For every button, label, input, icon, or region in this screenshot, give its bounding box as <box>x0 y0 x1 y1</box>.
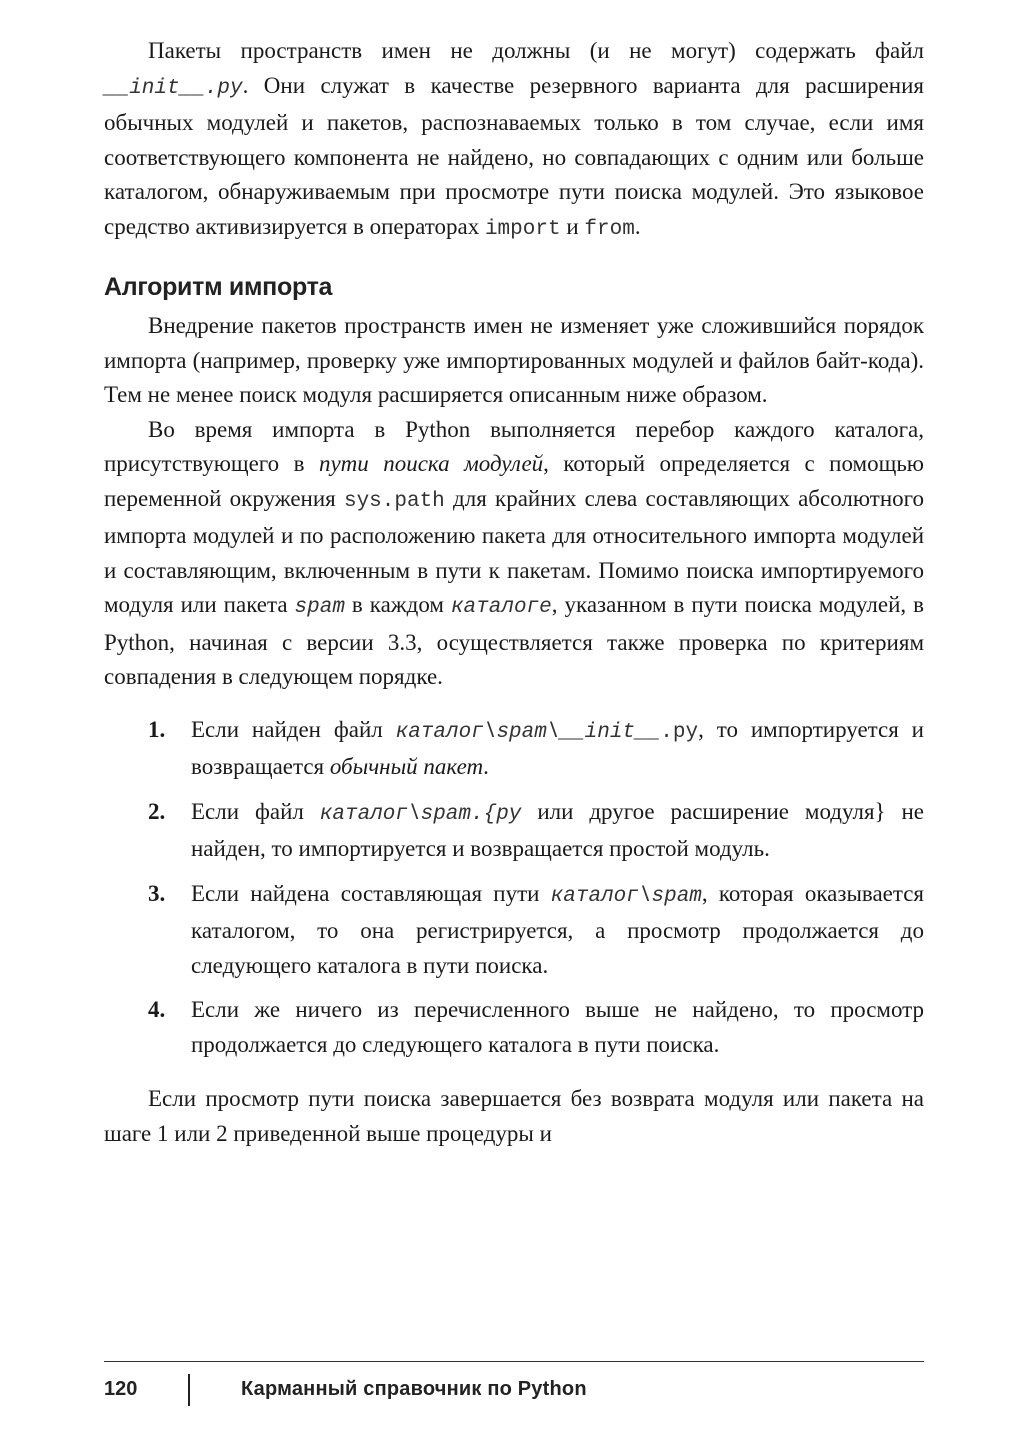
code-spam: spam <box>294 596 345 619</box>
code-path: каталог\spam <box>550 884 702 908</box>
page-body <box>104 34 924 1151</box>
paragraph-import-order: Внедрение пакетов пространств имен не изменяет уже сложившийся порядок импорта (например, проверку уже импортированных модулей и файлов байт-кода). Тем не менее поиск модуля расширяется описанным ниже образом. <box>104 313 924 407</box>
code-from-keyword: from <box>584 217 635 241</box>
paragraph-namespace-packages <box>104 34 924 247</box>
code-path: каталог\spam\__init__ <box>395 720 661 744</box>
list-item <box>104 795 924 867</box>
text-run: Во время импорта в Python выполняется перебор каждого каталога, присутствующего в <box>104 416 924 476</box>
section-heading: Алгоритм импорта <box>104 273 333 301</box>
text-run: , то импортируется и возвращается <box>191 716 924 779</box>
list-item <box>104 877 924 984</box>
page-footer <box>104 1374 924 1408</box>
code-sys-path: sys.path <box>343 489 445 513</box>
paragraph-search-end: Если просмотр пути поиска завершается без возврата модуля или пакета на шаге 1 или 2 приведенной выше процедуры и <box>104 1086 924 1146</box>
list-number: 2. <box>148 798 166 824</box>
emphasis-module-search-path: пути поиска модулей <box>318 451 544 476</box>
text-run: Если же ничего из перечисленного выше не найдено, то просмотр продолжается до следующего каталога в пути поиска. <box>191 997 924 1057</box>
list-item <box>104 713 924 785</box>
code-import-keyword: import <box>484 217 561 241</box>
text-run: в каждом <box>344 592 451 617</box>
text-run: . Они служат в качестве резервного варианта для расширения обычных модулей и пакетов, распознаваемых только в том случае, если имя соответствующего компонента не найдено, но совпадающих с одним или больше каталогом, обнаруживаемым при просмотре пути поиска модулей. Это языковое средство активизируется в операторах <box>104 72 924 239</box>
list-number: 4. <box>148 997 166 1022</box>
text-run: для крайних слева составляющих абсолютного импорта модулей и по расположению пакета для относительного импорта модулей и составляющим, включенным в пути к пакетам. Помимо поиска импортируемого модуля или пакета <box>104 485 924 617</box>
emphasis-regular-package: обычный пакет <box>329 754 484 779</box>
code-extension: .py <box>660 720 699 744</box>
text-run: . <box>483 754 489 779</box>
footer-separator <box>188 1374 190 1406</box>
list-number: 1. <box>148 716 166 742</box>
text-run: Если найдена составляющая пути <box>191 880 551 906</box>
text-run: , которая оказывается каталогом, то она регистрируется, а просмотр продолжается до следующего каталога в пути поиска. <box>191 880 924 978</box>
code-path: каталог\spam.{py <box>319 802 522 826</box>
text-run: . <box>634 213 641 239</box>
page-number: 120 <box>104 1378 138 1400</box>
text-run: и <box>560 213 585 239</box>
text-run: Если файл <box>191 798 320 824</box>
text-run: Пакеты пространств имен не должны (и не могут) содержать файл <box>148 38 924 63</box>
text-run: Если найден файл <box>191 716 396 742</box>
text-run: или другое расширение модуля} не найден, то импортируется и возвращается простой модуль. <box>191 798 924 861</box>
paragraph-search-path <box>104 413 924 695</box>
text-run: , который определяется с помощью переменной окружения <box>104 451 924 511</box>
text-run: , указанном в пути поиска модулей, в Python, начиная с версии 3.3, осуществляется также проверка по критериям совпадения в следующем порядке. <box>104 592 924 689</box>
list-number: 3. <box>148 880 166 906</box>
code-init-file: __init__.py <box>104 76 243 100</box>
import-steps-list <box>104 713 924 1063</box>
footer-divider <box>104 1361 924 1362</box>
list-item <box>104 993 924 1062</box>
book-title: Карманный справочник по Python <box>241 1378 587 1400</box>
code-catalog: каталоге <box>450 596 552 619</box>
